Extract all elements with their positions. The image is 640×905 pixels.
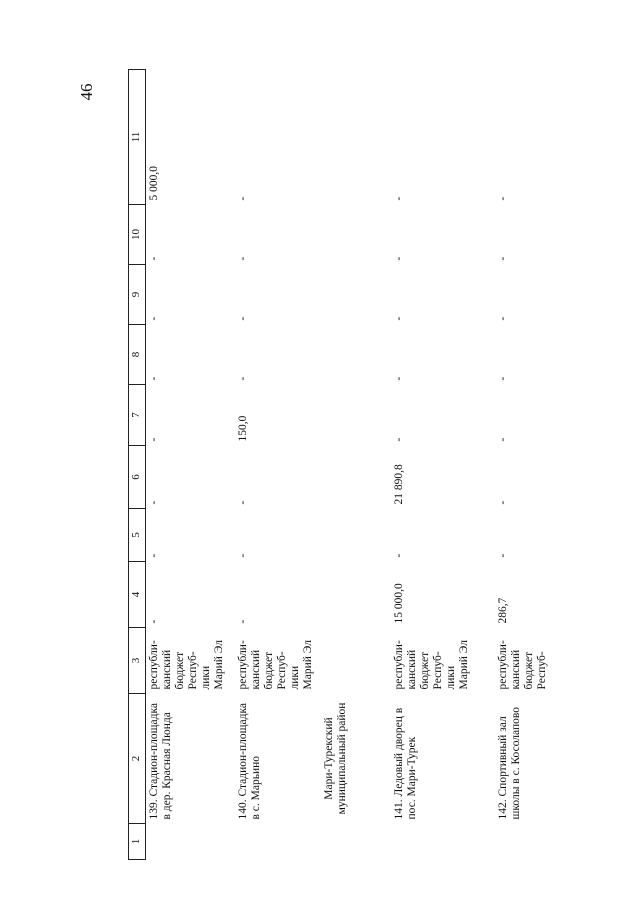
value-col-10: -: [237, 256, 249, 261]
value-col-6: -: [237, 500, 249, 505]
value-col-11: 5 000,0: [148, 166, 160, 201]
header-col-2: 2: [129, 694, 146, 824]
value-col-7: -: [148, 437, 160, 442]
rotated-table-container: [128, 70, 640, 860]
page-number: 46: [77, 83, 96, 101]
table-row-139: [146, 70, 236, 860]
header-col-3: 3: [129, 628, 146, 694]
value-col-7: 150,0: [237, 415, 249, 442]
cell-col-8: [317, 325, 391, 385]
value-col-4: -: [148, 619, 160, 624]
value-col-5: -: [497, 553, 509, 558]
value-col-9: -: [393, 316, 405, 321]
value-col-8: -: [497, 376, 509, 381]
value-col-8: -: [148, 376, 160, 381]
header-col-11: 11: [129, 70, 146, 205]
header-row: [129, 70, 146, 860]
value-col-9: -: [497, 316, 509, 321]
value-col-7: -: [497, 437, 509, 442]
cell-col-3: [317, 628, 391, 694]
value-col-9: -: [148, 316, 160, 321]
value-col-6: -: [497, 500, 509, 505]
value-col-5: -: [237, 553, 249, 558]
header-col-9: 9: [129, 265, 146, 325]
header-col-1: 1: [129, 824, 146, 860]
header-col-8: 8: [129, 325, 146, 385]
object-name: 142. Спортивный зал школы в с. Косолапово: [497, 707, 522, 820]
value-col-10: -: [497, 256, 509, 261]
value-col-4: 286,7: [497, 597, 509, 624]
cell-col-1: [495, 824, 565, 860]
object-name: 139. Стадион-площадка в дер. Красная Люнда: [148, 703, 173, 820]
value-col-5: -: [393, 553, 405, 558]
cell-col-7: [317, 385, 391, 446]
value-col-4: -: [237, 619, 249, 624]
header-col-10: 10: [129, 205, 146, 265]
header-col-7: 7: [129, 385, 146, 446]
cell-col-1: [391, 824, 495, 860]
budget-source: республи-канский бюджет Респуб-лики Марий Эл: [237, 640, 314, 690]
object-name: 141. Ледовый дворец в пос. Мари-Турек: [393, 707, 418, 820]
value-col-8: -: [237, 376, 249, 381]
value-col-6: 21 890,8: [393, 464, 405, 505]
cell-col-6: [317, 446, 391, 509]
object-name: 140. Стадион-площадка в с. Марьино: [237, 703, 262, 820]
value-col-5: -: [148, 553, 160, 558]
budget-table: [128, 69, 565, 860]
header-col-4: 4: [129, 562, 146, 628]
value-col-10: -: [148, 256, 160, 261]
value-col-4: 15 000,0: [393, 583, 405, 624]
cell-col-11: [317, 70, 391, 205]
value-col-11: -: [393, 196, 405, 201]
table-row-141: [391, 70, 495, 860]
value-col-7: -: [393, 437, 405, 442]
table-row-district: [317, 70, 391, 860]
district-heading: Мари-Турекский муниципальный район: [323, 702, 348, 815]
value-col-10: -: [393, 256, 405, 261]
header-col-6: 6: [129, 446, 146, 509]
value-col-9: -: [237, 316, 249, 321]
cell-col-4: [317, 562, 391, 628]
cell-col-1: [317, 824, 391, 860]
table-row-142: [495, 70, 565, 860]
budget-source: республи-канский бюджет Респуб-лики Марий Эл: [148, 640, 225, 690]
cell-col-9: [317, 265, 391, 325]
cell-col-1: [146, 824, 236, 860]
value-col-8: -: [393, 376, 405, 381]
table-row-140: [235, 70, 317, 860]
value-col-11: -: [237, 196, 249, 201]
budget-source: республи-канский бюджет Респуб-лики Марий Эл: [393, 640, 470, 690]
cell-col-10: [317, 205, 391, 265]
budget-source: республи-канский бюджет Респуб-: [497, 640, 548, 690]
value-col-6: -: [148, 500, 160, 505]
header-col-5: 5: [129, 509, 146, 562]
cell-col-1: [235, 824, 317, 860]
value-col-11: -: [497, 196, 509, 201]
cell-col-5: [317, 509, 391, 562]
